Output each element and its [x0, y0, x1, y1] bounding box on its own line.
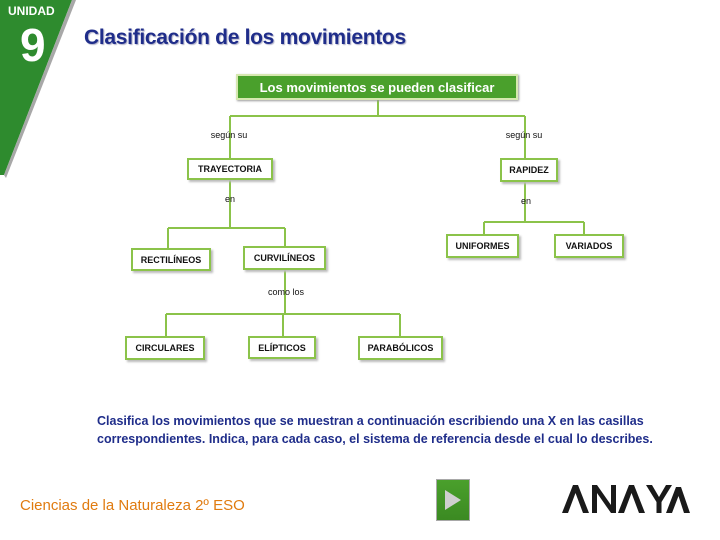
instructions-text: Clasifica los movimientos que se muestran a continuación escribiendo una X en las casillas correspondientes. Indica, para cada caso, el sistema de referencia desde el cual lo describes.	[97, 414, 653, 446]
left-connector-label: según su	[210, 130, 248, 140]
elliptical-node: ELÍPTICOS	[248, 336, 316, 359]
right-connector-label: según su	[505, 130, 543, 140]
course-name: Ciencias de la Naturaleza 2º ESO	[20, 497, 245, 514]
circular-node: CIRCULARES	[125, 336, 205, 360]
next-button[interactable]	[436, 479, 470, 521]
varied-node: VARIADOS	[554, 234, 624, 258]
anaya-logo	[562, 483, 690, 517]
unit-label: UNIDAD	[8, 4, 55, 18]
root-node: Los movimientos se pueden clasificar	[236, 74, 518, 100]
unit-number: 9	[20, 19, 46, 71]
speed-node: RAPIDEZ	[500, 158, 558, 182]
speed-connector-label: en	[520, 196, 532, 206]
trajectory-node: TRAYECTORIA	[187, 158, 273, 180]
page-title: Clasificación de los movimientos	[84, 26, 406, 49]
uniform-node: UNIFORMES	[446, 234, 519, 258]
curvilinear-connector-label: como los	[267, 287, 305, 297]
rectilinear-node: RECTILÍNEOS	[131, 248, 211, 271]
curvilinear-node: CURVILÍNEOS	[243, 246, 326, 270]
parabolic-node: PARABÓLICOS	[358, 336, 443, 360]
trajectory-connector-label: en	[224, 194, 236, 204]
play-next-icon	[445, 490, 461, 510]
